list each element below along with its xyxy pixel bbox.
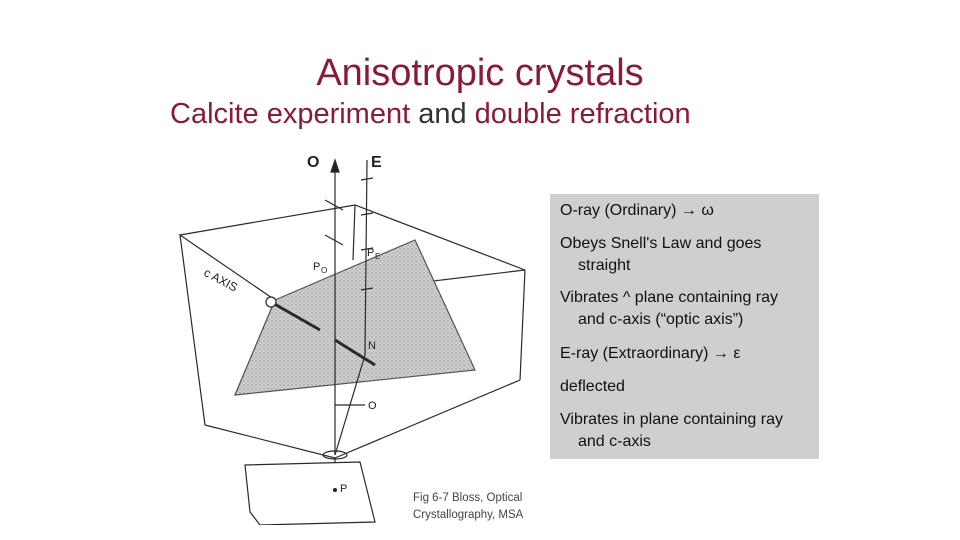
e-vibration-text: Vibrates in plane containing ray — [560, 411, 783, 428]
crystal-edge — [520, 270, 525, 380]
e-vibration-text-cont: and c-axis — [578, 433, 651, 450]
caption-line-1: Fig 6-7 Bloss, Optical — [413, 492, 523, 504]
info-item — [560, 376, 625, 398]
info-item — [560, 233, 761, 277]
paper-sheet — [245, 462, 375, 525]
figure-caption — [413, 490, 533, 524]
info-item — [560, 409, 783, 453]
crystal-edge — [205, 425, 335, 458]
snell-law-text: Obeys Snell's Law and goes — [560, 235, 762, 252]
crystal-edge — [180, 235, 205, 425]
label-n: N — [368, 340, 376, 352]
snell-law-text-cont: straight — [578, 257, 631, 274]
o-vibration-text-cont: and c-axis (“optic axis”) — [578, 311, 744, 328]
o-ray-heading: O-ray (Ordinary) → ω — [560, 202, 714, 219]
info-item — [560, 343, 741, 365]
caption-line-2: Crystallography, MSA — [413, 509, 524, 521]
label-c-axis: c AXIS — [201, 265, 240, 295]
e-ray-heading: E-ray (Extraordinary) → ε — [560, 345, 741, 362]
label-e: E — [371, 154, 382, 171]
label-pe: P — [367, 247, 375, 259]
info-box — [550, 194, 819, 459]
info-item — [560, 200, 714, 222]
info-item — [560, 287, 778, 331]
label-pe-sub: E — [375, 252, 381, 261]
deflected-text: deflected — [560, 378, 625, 395]
subtitle-part-2: and — [410, 98, 475, 130]
c-axis-point — [266, 297, 276, 307]
o-ray-arrow — [331, 160, 339, 172]
subtitle-part-3: double refraction — [474, 98, 691, 130]
crystal-edge — [335, 380, 520, 458]
label-po: P — [313, 261, 321, 273]
slide-subtitle — [170, 98, 691, 131]
slide-title: Anisotropic crystals — [316, 52, 644, 94]
subtitle-part-1: Calcite experiment — [170, 98, 411, 130]
calcite-diagram — [175, 140, 530, 525]
label-po-sub: O — [321, 266, 328, 275]
label-p: P — [340, 483, 348, 495]
label-o-lower: O — [368, 400, 377, 412]
o-vibration-text: Vibrates ^ plane containing ray — [560, 289, 779, 306]
label-o: O — [307, 154, 320, 171]
